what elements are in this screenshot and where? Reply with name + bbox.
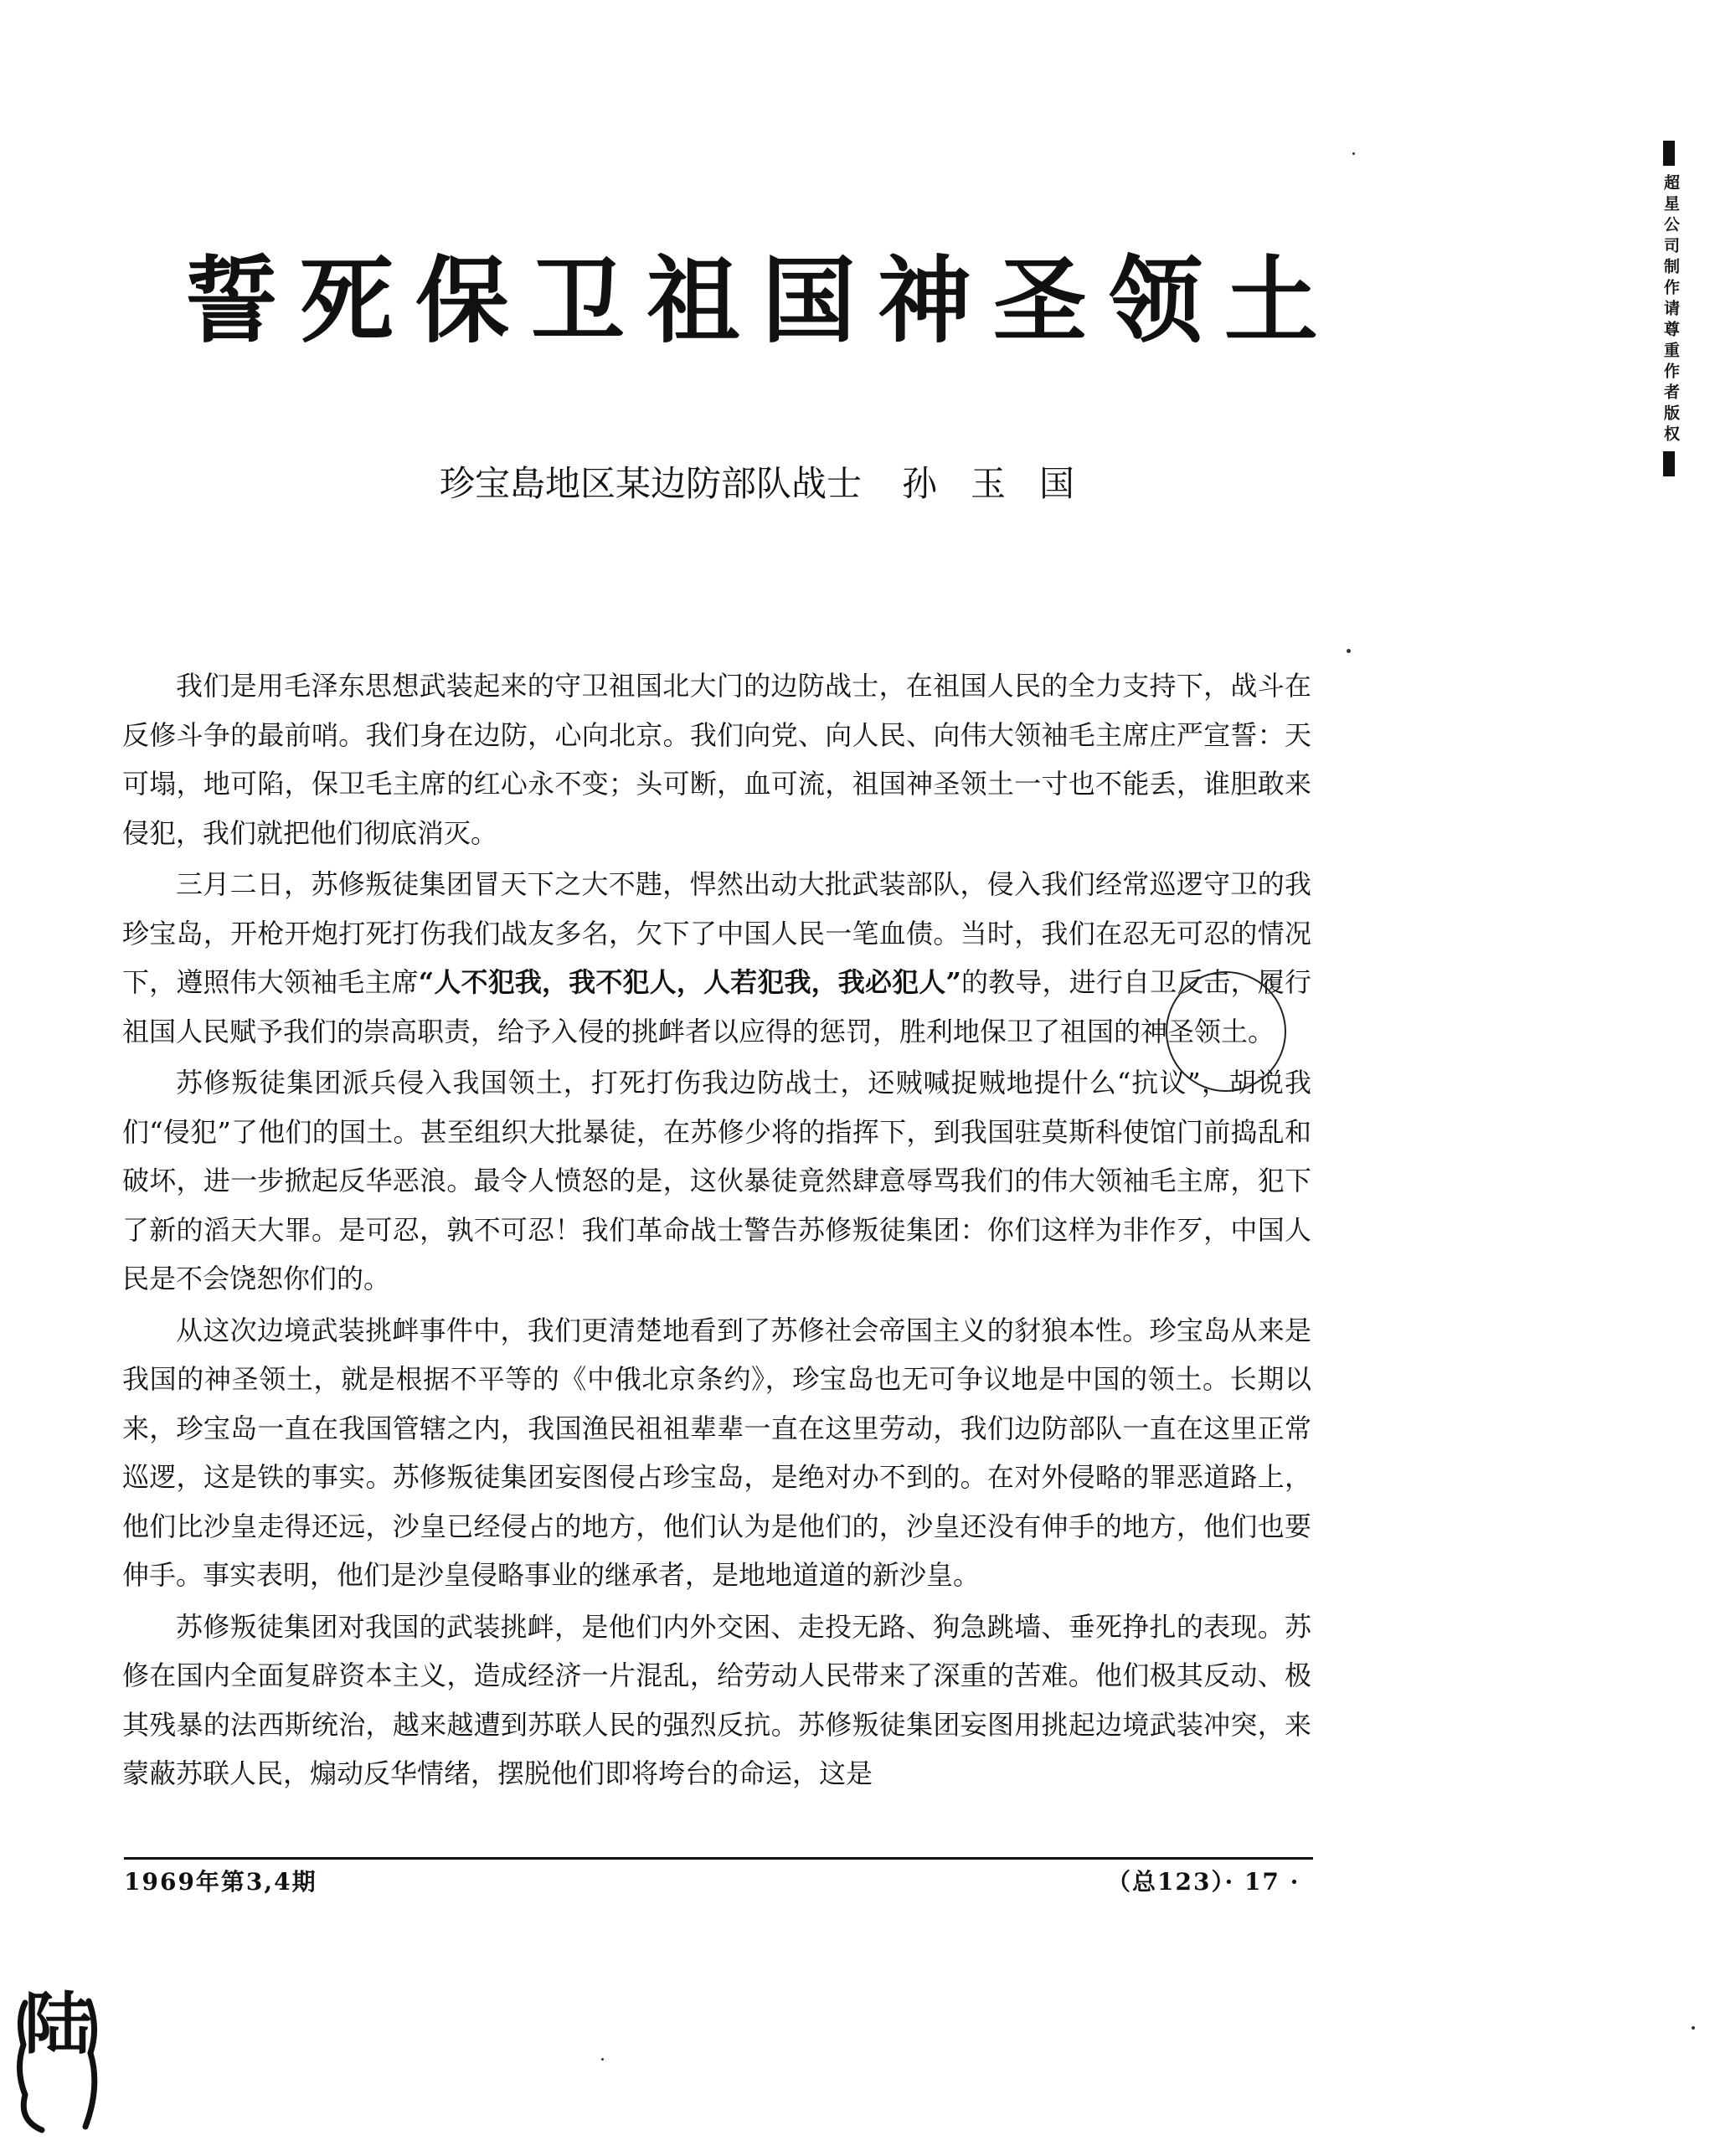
footer-rule bbox=[124, 1857, 1313, 1860]
scan-speck bbox=[1692, 2026, 1695, 2030]
copyright-notice-text: 超星公司制作请尊重作者版权 bbox=[1661, 174, 1680, 446]
article-title: 誓死保卫祖国神圣领土 bbox=[184, 246, 1340, 356]
scan-speck bbox=[1347, 649, 1351, 653]
paragraph bbox=[122, 1603, 1311, 1798]
library-seal bbox=[8, 1986, 107, 2137]
paragraph-text: 苏修叛徒集团对我国的武装挑衅，是他们内外交困、走投无路、狗急跳墙、垂死挣扎的表现。苏修在国内全面复辟资本主义，造成经济一片混乱，给劳动人民带来了深重的苦难。他们极其反动、极其残暴的法西斯统治，越来越遭到苏联人民的强烈反抗。苏修叛徒集团妄图用挑起边境武装冲突，来蒙蔽苏联人民，煽动反华情绪，摆脱他们即将垮台的命运，这是 bbox=[122, 1610, 1311, 1789]
paragraph bbox=[122, 661, 1311, 857]
paragraph-text: 我们是用毛泽东思想武装起来的守卫祖国北大门的边防战士，在祖国人民的全力支持下，战斗在反修斗争的最前哨。我们身在边防，心向北京。我们向党、向人民、向伟大领袖毛主席庄严宣誓：天可塌，地可陷，保卫毛主席的红心永不变；头可断，血可流，祖国神圣领土一寸也不能丢，谁胆敢来侵犯，我们就把他们彻底消灭。 bbox=[122, 670, 1311, 849]
seal-char: 陆 bbox=[24, 1984, 91, 2063]
scan-speck bbox=[601, 2058, 604, 2061]
circle-mark bbox=[1166, 971, 1286, 1092]
paragraph bbox=[122, 1306, 1311, 1600]
author-unit: 珍宝島地区某边防部队战士 bbox=[440, 463, 863, 504]
side-bar-bottom bbox=[1663, 451, 1675, 476]
scan-speck bbox=[1352, 152, 1355, 155]
copyright-side-notice bbox=[1661, 141, 1695, 476]
emphasized-quote: “人不犯我，我不犯人，人若犯我，我必犯人” bbox=[418, 966, 961, 998]
side-bar-top bbox=[1663, 141, 1675, 166]
paragraph-text: 从这次边境武装挑衅事件中，我们更清楚地看到了苏修社会帝国主义的豺狼本性。珍宝岛从来是我国的神圣领土，就是根据不平等的《中俄北京条约》，珍宝岛也无可争议地是中国的领土。长期以来，珍宝岛一直在我国管辖之内，我国渔民祖祖辈辈一直在这里劳动，我们边防部队一直在这里正常巡逻，这是铁的事实。苏修叛徒集团妄图侵占珍宝岛，是绝对办不到的。在对外侵略的罪恶道路上，他们比沙皇走得还远，沙皇已经侵占的地方，他们认为是他们的，沙皇还没有伸手的地方，他们也要伸手。事实表明，他们是沙皇侵略事业的继承者，是地地道道的新沙皇。 bbox=[122, 1314, 1311, 1591]
paragraph bbox=[122, 860, 1311, 1056]
page-number: （总123）· 17 · bbox=[1107, 1868, 1300, 1896]
paragraph bbox=[122, 1058, 1311, 1304]
article-body bbox=[122, 661, 1311, 1801]
byline bbox=[440, 459, 1108, 509]
author-name: 孙玉国 bbox=[902, 463, 1109, 504]
paragraph-text: 的教导，进行自卫反击，履行祖国人民赋予我们的崇高职责，给予入侵的挑衅者以应得的惩罚，胜利地保卫了祖国的神圣领土。 bbox=[122, 966, 1311, 1047]
paragraph-text: 苏修叛徒集团派兵侵入我国领土，打死打伤我边防战士，还贼喊捉贼地提什么“抗议”，胡说我们“侵犯”了他们的国土。甚至组织大批暴徒，在苏修少将的指挥下，到我国驻莫斯科使馆门前捣乱和破坏，进一步掀起反华恶浪。最令人愤怒的是，这伙暴徒竟然肆意辱骂我们的伟大领袖毛主席，犯下了新的滔天大罪。是可忍，孰不可忍！我们革命战士警告苏修叛徒集团：你们这样为非作歹，中国人民是不会饶恕你们的。 bbox=[122, 1067, 1311, 1294]
paragraph-text: 三月二日，苏修叛徒集团冒天下之大不韪，悍然出动大批武装部队，侵入我们经常巡逻守卫的我珍宝岛，开枪开炮打死打伤我们战友多名，欠下了中国人民一笔血债。当时，我们在忍无可忍的情况下，遵照伟大领袖毛主席 bbox=[122, 868, 1311, 998]
issue-label: 1969年第3,4期 bbox=[124, 1868, 317, 1896]
